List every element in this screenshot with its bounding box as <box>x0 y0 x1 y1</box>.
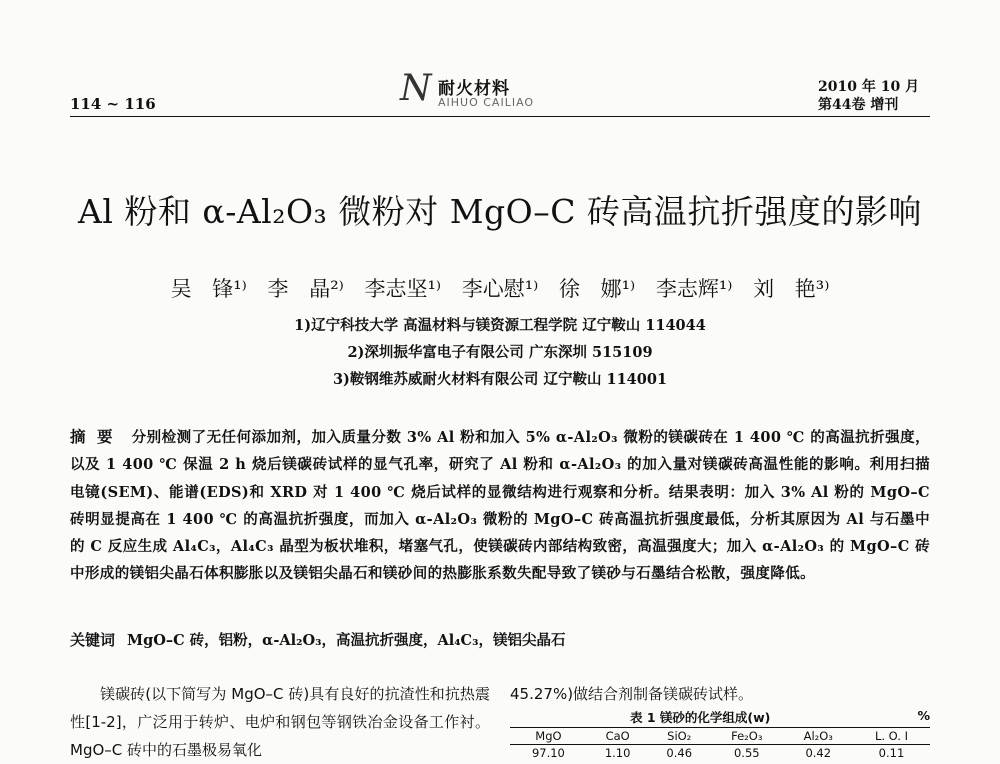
table-header-cell: SiO₂ <box>648 728 710 745</box>
composition-table <box>510 727 930 761</box>
abstract-text: 分别检测了无任何添加剂，加入质量分数 3% Al 粉和加入 5% α-Al₂O₃ 微粉的镁碳砖在 1 400 ℃ 的高温抗折强度，以及 1 400 ℃ 保温 2 h 烧后镁碳砖试样的显气孔率，研究了 Al 粉和 α-Al₂O₃ 的加入量对镁碳砖高温性能的影响。利用扫描电镜(SEM)、能谱(EDS)和 XRD 对 1 400 ℃ 烧后试样的显微结构进行观察和分析。结果表明：加入 3% Al 粉的 MgO–C 砖明显提高在 1 400 ℃ 的高温抗折强度，而加入 α-Al₂O₃ 微粉的 MgO–C 砖高温抗折强度最低，分析其原因为 Al 与石墨中的 C 反应生成 Al₄C₃，Al₄C₃ 晶型为板状堆积，堵塞气孔，使镁碳砖内部结构致密，高温强度大；加入 α-Al₂O₃ 的 MgO–C 砖中形成的镁铝尖晶石体积膨胀以及镁铝尖晶石和镁砂间的热膨胀系数失配导致了镁砂与石墨结合松散，强度降低。 <box>70 429 931 583</box>
abstract <box>70 424 930 588</box>
table-caption: 表 1 镁砂的化学组成(w) <box>630 710 771 725</box>
journal-logo-initial: N <box>400 68 432 109</box>
keywords <box>70 629 930 650</box>
issue-info <box>818 78 928 114</box>
journal-name-en: AIHUO CAILIAO <box>438 96 535 109</box>
issue-date: 2010 年 10 月 <box>818 79 920 95</box>
keywords-label: 关键词 <box>70 631 116 649</box>
table-cell: 97.10 <box>531 746 565 760</box>
table-header-cell: MgO <box>510 728 587 745</box>
table-cell: 0.55 <box>733 746 760 760</box>
table-header-row <box>510 728 930 745</box>
body-column-left: 镁碳砖(以下简写为 MgO–C 砖)具有良好的抗渣性和抗热震性[1-2]，广泛用于转炉、电炉和钢包等钢铁冶金设备工作衬。MgO–C 砖中的石墨极易氧化 <box>70 685 490 759</box>
issue-volume: 第44卷 增刊 <box>818 97 899 113</box>
table-cell: 1.10 <box>604 746 631 760</box>
table-cell: 0.42 <box>805 746 832 760</box>
journal-logo <box>400 68 560 112</box>
author-list: 吴 锋¹⁾ 李 晶²⁾ 李志坚¹⁾ 李心慰¹⁾ 徐 娜¹⁾ 李志辉¹⁾ 刘 艳³⁾ <box>170 277 830 301</box>
abstract-label: 摘 要 <box>70 428 116 446</box>
page-range: 114 ~ 116 <box>70 95 156 113</box>
journal-name-cn: 耐火材料 <box>438 79 510 99</box>
table-cell: 0.46 <box>666 746 693 760</box>
header-rule <box>70 116 930 117</box>
paper-title: Al 粉和 α-Al₂O₃ 微粉对 MgO–C 砖高温抗折强度的影响 <box>78 192 922 231</box>
table-header-cell: Fe₂O₃ <box>710 728 784 745</box>
table-header-cell: Al₂O₃ <box>784 728 853 745</box>
affiliation-3: 3)鞍钢维苏威耐火材料有限公司 辽宁鞍山 114001 <box>332 371 668 388</box>
table-header-cell: L. O. I <box>853 728 930 745</box>
table-row <box>510 745 930 762</box>
table-unit: % <box>917 708 930 723</box>
keywords-text: MgO–C 砖，铝粉，α-Al₂O₃，高温抗折强度，Al₄C₃，镁铝尖晶石 <box>127 632 566 649</box>
affiliation-1: 1)辽宁科技大学 高温材料与镁资源工程学院 辽宁鞍山 114044 <box>294 317 706 334</box>
table-header-cell: CaO <box>587 728 649 745</box>
body-column-right: 45.27%)做结合剂制备镁碳砖试样。 <box>510 685 754 703</box>
affiliation-2: 2)深圳振华富电子有限公司 广东深圳 515109 <box>347 344 653 361</box>
table-cell: 0.11 <box>878 746 905 760</box>
